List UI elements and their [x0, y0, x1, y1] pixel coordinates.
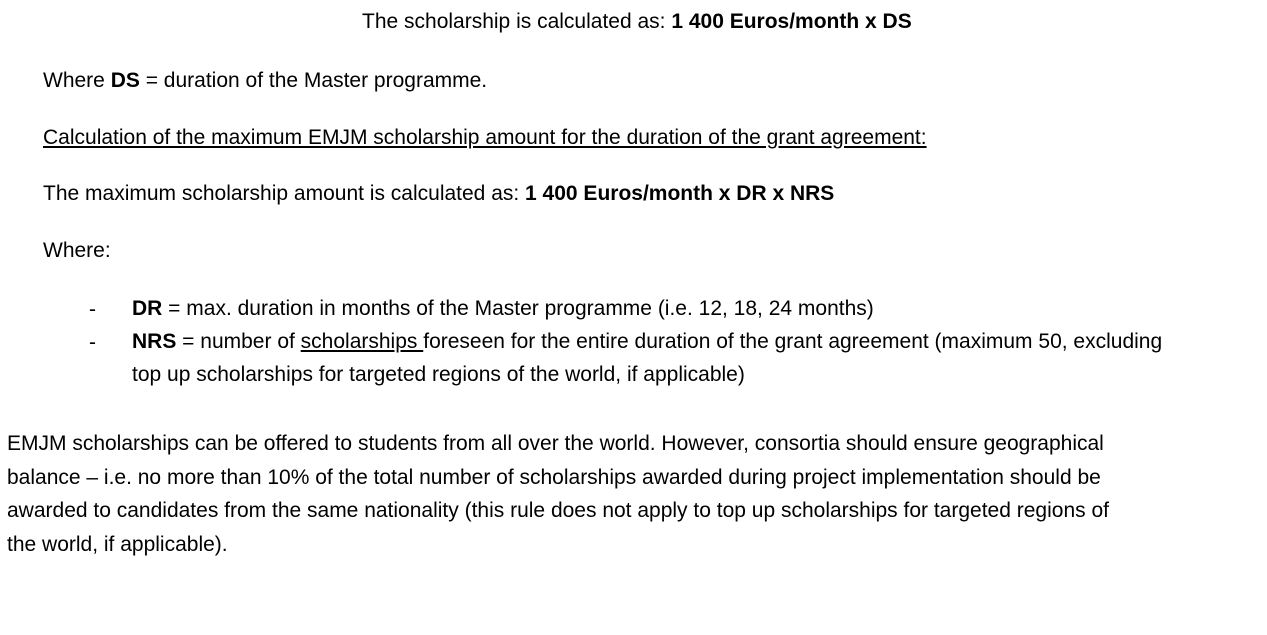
dr-term: DR — [132, 297, 163, 320]
bullet-dash-dr: - — [89, 298, 96, 321]
paragraph-line: EMJM scholarships can be offered to students from all over the world. However, consortia should ensure geographical — [7, 432, 1104, 455]
scholarship-formula: 1 400 Euros/month x DS — [671, 10, 912, 33]
max-formula-prefix: The maximum scholarship amount is calculated as: — [43, 182, 526, 205]
max-formula-line — [43, 182, 834, 206]
geographical-balance-paragraph — [7, 427, 1262, 561]
nrs-definition-text-before: = number of — [176, 330, 301, 353]
nrs-definition-text-after: foreseen for the entire duration of the grant agreement (maximum 50, excluding — [423, 330, 1163, 353]
ds-definition-text: = duration of the Master programme. — [139, 69, 488, 92]
paragraph-line: balance – i.e. no more than 10% of the total number of scholarships awarded during project implementation should be — [7, 465, 1101, 489]
scholarship-formula-prefix: The scholarship is calculated as: — [362, 10, 672, 33]
max-formula: 1 400 Euros/month x DR x NRS — [525, 182, 835, 205]
ds-term: DS — [110, 69, 140, 92]
dr-definition-text: = max. duration in months of the Master programme (i.e. 12, 18, 24 months) — [162, 297, 874, 320]
where-label: Where: — [43, 239, 111, 262]
ds-definition-prefix: Where — [43, 69, 111, 92]
paragraph-line: awarded to candidates from the same nationality (this rule does not apply to top up scholarships for targeted regions of — [7, 499, 1109, 522]
ds-definition-line — [43, 69, 487, 93]
nrs-underlined-word: scholarships — [300, 330, 424, 353]
nrs-definition-continuation: top up scholarships for targeted regions of the world, if applicable) — [132, 363, 745, 386]
scholarship-formula-line — [362, 10, 912, 34]
dr-definition — [132, 297, 874, 321]
bullet-dash-nrs: - — [89, 331, 96, 354]
nrs-definition — [132, 330, 1162, 354]
paragraph-line: the world, if applicable). — [7, 532, 228, 556]
nrs-term: NRS — [132, 330, 177, 353]
max-amount-heading: Calculation of the maximum EMJM scholarship amount for the duration of the grant agreement: — [43, 126, 927, 149]
